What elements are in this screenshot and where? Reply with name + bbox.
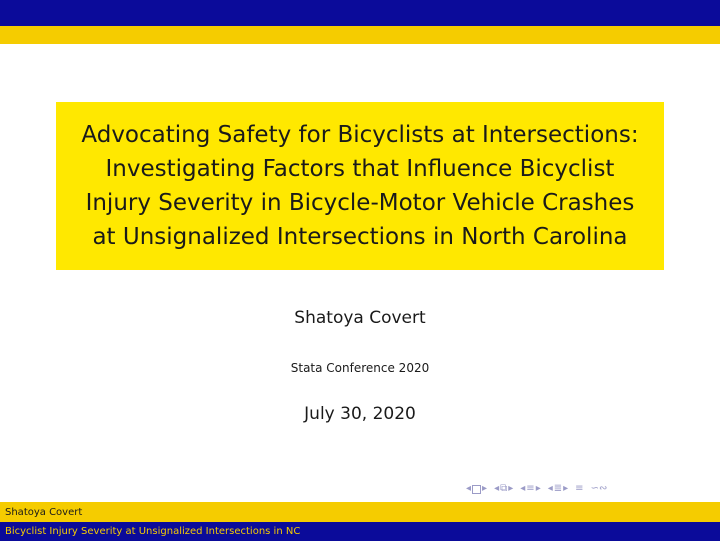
arrow-right-icon[interactable]: ▸ bbox=[508, 483, 514, 494]
arrow-left-icon[interactable]: ◂ bbox=[520, 483, 526, 494]
nav-subsection-group bbox=[520, 483, 540, 495]
arrow-left-icon[interactable]: ◂ bbox=[547, 483, 553, 494]
footer-title-bar bbox=[0, 522, 720, 541]
search-icon[interactable]: ∽∾ bbox=[590, 483, 608, 494]
arrow-left-icon[interactable]: ◂ bbox=[466, 483, 472, 494]
nav-frame-stack-group bbox=[494, 483, 513, 495]
frame-stack-icon[interactable]: ⧉ bbox=[500, 483, 508, 494]
slide-title: Advocating Safety for Bicyclists at Intersections: Investigating Factors that Influence Bicyclist Injury Severity in Bicycle-Motor Vehicle Crashes at Unsignalized Intersections in North Carolina bbox=[81, 122, 639, 250]
presentation-date: July 30, 2020 bbox=[304, 404, 416, 424]
beamer-navigation-bar bbox=[466, 482, 716, 496]
title-box bbox=[56, 102, 664, 270]
section-icon[interactable]: ≣ bbox=[553, 483, 563, 494]
footer-author: Shatoya Covert bbox=[5, 506, 83, 518]
arrow-right-icon[interactable]: ▸ bbox=[535, 483, 541, 494]
align-icon[interactable]: ≡ bbox=[575, 483, 584, 494]
author-name: Shatoya Covert bbox=[294, 308, 426, 328]
arrow-right-icon[interactable]: ▸ bbox=[563, 483, 569, 494]
header-yellow-bar bbox=[0, 26, 720, 44]
event-name: Stata Conference 2020 bbox=[290, 361, 430, 375]
frame-icon[interactable] bbox=[472, 485, 481, 494]
header-navy-bar bbox=[0, 0, 720, 26]
arrow-left-icon[interactable]: ◂ bbox=[494, 483, 500, 494]
arrow-right-icon[interactable]: ▸ bbox=[482, 483, 488, 494]
footer-short-title: Bicyclist Injury Severity at Unsignalized Intersections in NC bbox=[5, 526, 301, 537]
nav-frame-group bbox=[466, 483, 487, 495]
subsection-icon[interactable]: ≡ bbox=[526, 483, 535, 494]
nav-section-group bbox=[548, 483, 568, 495]
footer-author-bar bbox=[0, 502, 720, 522]
